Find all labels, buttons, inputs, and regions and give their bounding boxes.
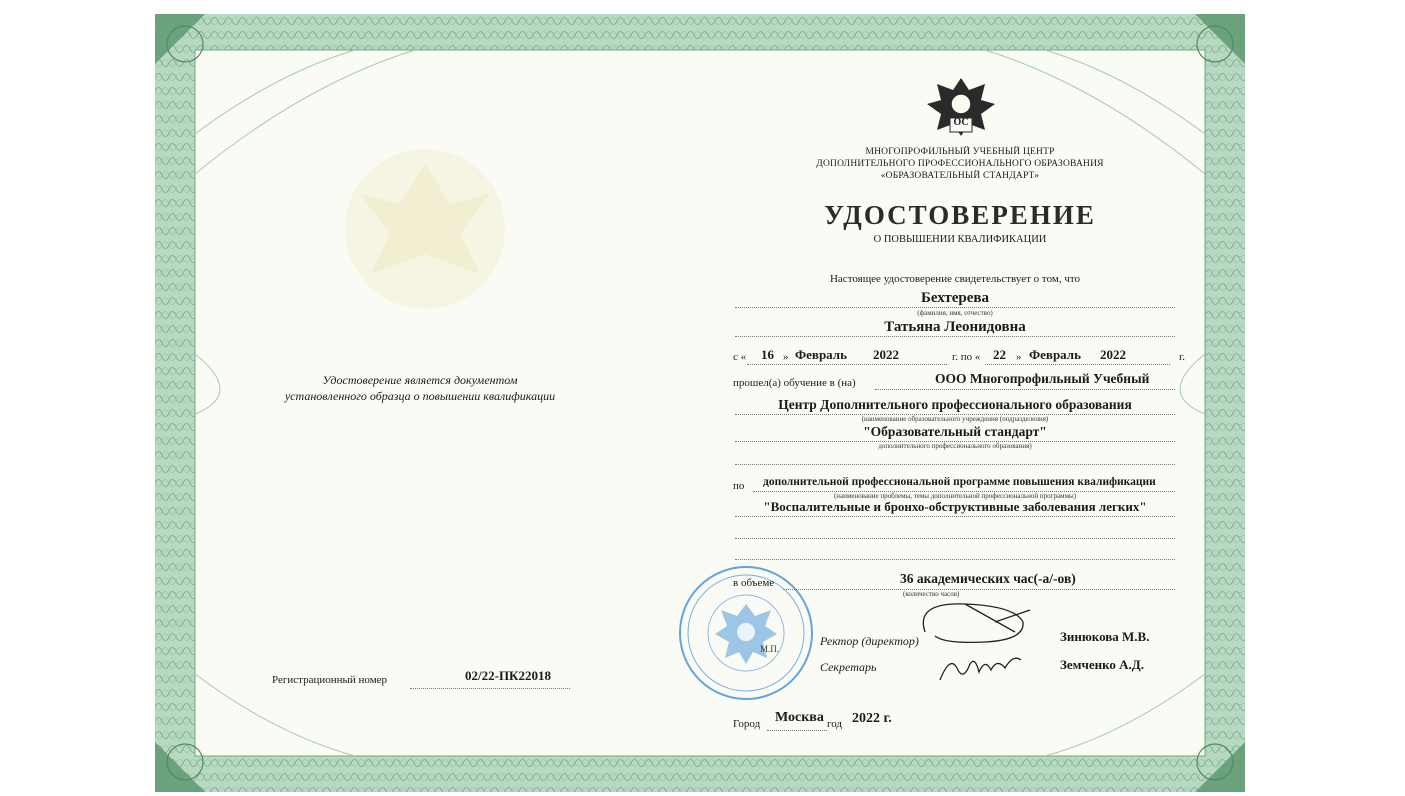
name-value: Татьяна Леонидовна: [884, 319, 1026, 335]
reg-number-value: 02/22-ПК22018: [465, 668, 551, 683]
blank-line-2: [735, 538, 1175, 539]
org-name: [735, 146, 1185, 182]
surname-line: [735, 307, 1175, 308]
inst-line1-underline: [875, 389, 1175, 390]
surname-value: Бехтерева: [920, 290, 990, 306]
document-title: УДОСТОВЕРЕНИЕ: [824, 200, 1096, 230]
date-from-day: 16: [761, 347, 774, 362]
org-line1: МНОГОПРОФИЛЬНЫЙ УЧЕБНЫЙ ЦЕНТР: [865, 147, 1055, 157]
city-value: Москва: [775, 710, 824, 725]
certificate: [155, 14, 1245, 792]
stamp-mp: М.П.: [760, 644, 780, 654]
city-label: Город: [733, 718, 761, 730]
program-line2: "Воспалительные и бронхо-обструктивные заболевания легких": [763, 499, 1147, 514]
secretary-label: Секретарь: [820, 660, 877, 674]
program-hint: (наименование проблемы, темы дополнительной профессиональной программы): [833, 492, 1077, 500]
inst-hint: (наименование образовательного учреждения (подразделения): [861, 415, 1049, 423]
date-from-month: Февраль: [795, 347, 847, 362]
date-to-day: 22: [993, 347, 1006, 362]
date-to-close: »: [1016, 351, 1022, 363]
org-line3: «ОБРАЗОВАТЕЛЬНЫЙ СТАНДАРТ»: [880, 171, 1040, 181]
reg-number-line: [410, 688, 570, 689]
secretary-signature: [935, 650, 1025, 690]
intro-text: Настоящее удостоверение свидетельствует о том, что: [829, 273, 1081, 285]
volume-value: 36 академических час(-а/-ов): [900, 571, 1076, 586]
program-line2-underline: [735, 516, 1175, 517]
date-to-line: [985, 364, 1170, 365]
year-value: 2022 г.: [852, 711, 892, 726]
rector-name: Зинюкова М.В.: [1060, 629, 1150, 644]
date-from-year: 2022: [873, 347, 899, 362]
rector-signature: [905, 592, 1045, 654]
fio-hint: (фамилия, имя, отчество): [917, 309, 993, 317]
inst-line2: Центр Дополнительного профессионального образования: [778, 397, 1132, 412]
eagle-watermark: [330, 134, 520, 324]
blank-line-1: [735, 464, 1175, 465]
passed-label: прошел(а) обучение в (на): [733, 377, 856, 389]
left-note: [255, 372, 585, 404]
date-from-line: [747, 364, 947, 365]
program-line1: дополнительной профессиональной программе повышения квалификации: [763, 476, 1156, 488]
left-note-line1: Удостоверение является документом: [322, 373, 518, 387]
date-to-year: 2022: [1100, 347, 1126, 362]
city-underline: [767, 730, 827, 731]
volume-hint: (количество часов): [903, 590, 960, 598]
left-note-line2: установленного образца о повышении квалификации: [284, 389, 556, 403]
date-from-close: »: [783, 351, 789, 363]
reg-number-label: Регистрационный номер: [272, 674, 388, 686]
volume-underline: [783, 589, 1175, 590]
date-from-prefix: с «: [733, 351, 747, 363]
name-line: [735, 336, 1175, 337]
document-subtitle: О ПОВЫШЕНИИ КВАЛИФИКАЦИИ: [873, 234, 1047, 245]
blank-line-3: [735, 559, 1175, 560]
by-label: по: [733, 480, 745, 492]
date-to-prefix: г. по «: [952, 351, 981, 363]
date-suffix: г.: [1179, 351, 1186, 363]
date-to-month: Февраль: [1029, 347, 1081, 362]
secretary-name: Земченко А.Д.: [1060, 657, 1144, 672]
inst-line3: "Образовательный стандарт": [863, 424, 1047, 439]
year-label: год: [827, 718, 843, 730]
eagle-logo-icon: [925, 74, 997, 140]
volume-label: в объеме: [733, 577, 775, 589]
inst-hint2: дополнительного профессионального образования): [878, 442, 1032, 450]
logo-text: ОС: [953, 117, 969, 128]
org-line2: ДОПОЛНИТЕЛЬНОГО ПРОФЕССИОНАЛЬНОГО ОБРАЗОВАНИЯ: [816, 159, 1104, 169]
rector-label: Ректор (директор): [820, 634, 919, 648]
inst-line1: ООО Многопрофильный Учебный: [935, 371, 1150, 386]
